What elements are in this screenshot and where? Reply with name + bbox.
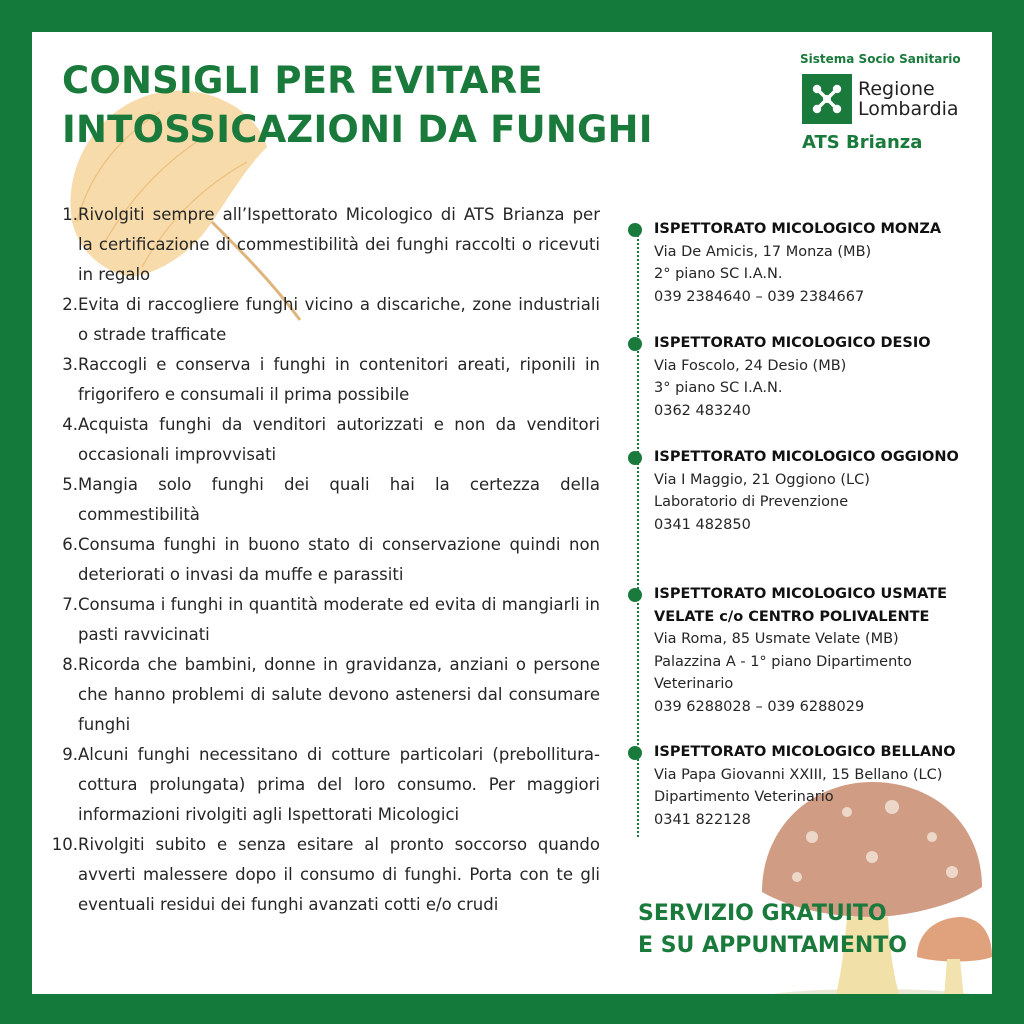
office-detail-line: 039 2384640 – 039 2384667 xyxy=(654,288,865,305)
office-details xyxy=(654,332,968,422)
rosa-camuna-icon xyxy=(802,74,852,124)
tip-text: Raccogli e conserva i funghi in contenitori areati, riponili in frigorifero e consumali il prima possibile xyxy=(78,355,600,404)
tips-list xyxy=(46,200,600,920)
timeline-dot-icon xyxy=(628,588,642,602)
logo-name xyxy=(858,79,959,119)
tip-item xyxy=(46,740,600,830)
office-detail-line: 0362 483240 xyxy=(654,402,751,419)
logo-supertitle: Sistema Socio Sanitario xyxy=(800,52,961,66)
office-detail-line: Palazzina A - 1° piano Dipartimento Veterinario xyxy=(654,653,912,692)
office-detail-line: Via Roma, 85 Usmate Velate (MB) xyxy=(654,631,899,647)
title-line-2: INTOSSICAZIONI DA FUNGHI xyxy=(62,108,653,151)
tip-text: Evita di raccogliere funghi vicino a discariche, zone industriali o strade trafficate xyxy=(78,295,600,344)
office-entry xyxy=(628,741,968,831)
tip-number: 5. xyxy=(62,475,78,494)
tip-number: 9. xyxy=(62,745,78,764)
timeline-dot-icon xyxy=(628,337,642,351)
tip-number: 1. xyxy=(62,205,78,224)
page-title xyxy=(62,56,653,154)
office-entry xyxy=(628,218,968,308)
tip-item xyxy=(46,350,600,410)
office-name: ISPETTORATO MICOLOGICO DESIO xyxy=(654,335,931,351)
tip-text: Consuma funghi in buono stato di conservazione quindi non deteriorati o invasi da muffe e parassiti xyxy=(78,535,600,584)
office-detail-line: 039 6288028 – 039 6288029 xyxy=(654,698,865,715)
office-entry xyxy=(628,332,968,422)
service-note-line-2: E SU APPUNTAMENTO xyxy=(638,933,907,958)
logo-row xyxy=(802,74,982,124)
office-detail-line: Dipartimento Veterinario xyxy=(654,789,834,805)
tip-number: 3. xyxy=(62,355,78,374)
tip-text: Rivolgiti subito e senza esitare al pronto soccorso quando avverti malessere dopo il consumo di funghi. Porta con te gli eventuali residui dei funghi avanzati cotti e/o crudi xyxy=(78,835,600,914)
tip-text: Consuma i funghi in quantità moderate ed evita di mangiarli in pasti ravvicinati xyxy=(78,595,600,644)
office-name: ISPETTORATO MICOLOGICO OGGIONO xyxy=(654,449,959,465)
tip-number: 8. xyxy=(62,655,78,674)
office-details xyxy=(654,446,968,536)
tip-item xyxy=(46,650,600,740)
logo-name-line-1: Regione xyxy=(858,78,935,100)
office-detail-line: Via Papa Giovanni XXIII, 15 Bellano (LC) xyxy=(654,766,943,783)
tip-text: Acquista funghi da venditori autorizzati e non da venditori occasionali improvvisati xyxy=(78,415,600,464)
tip-item xyxy=(46,410,600,470)
office-name: ISPETTORATO MICOLOGICO MONZA xyxy=(654,221,942,237)
timeline-dot-icon xyxy=(628,451,642,465)
regione-lombardia-logo xyxy=(802,52,982,153)
logo-name-line-2: Lombardia xyxy=(858,98,959,120)
office-entry xyxy=(628,446,968,536)
timeline-dot-icon xyxy=(628,223,642,237)
office-detail-line: 3° piano SC I.A.N. xyxy=(654,380,783,396)
tip-text: Ricorda che bambini, donne in gravidanza, anziani o persone che hanno problemi di salute devono astenersi dal consumare funghi xyxy=(78,655,600,734)
tip-text: Rivolgiti sempre all’Ispettorato Micologico di ATS Brianza per la certificazione di commestibilità dei funghi raccolti o ricevuti in regalo xyxy=(78,205,600,284)
tip-number: 10. xyxy=(51,835,78,854)
title-line-1: CONSIGLI PER EVITARE xyxy=(62,59,543,102)
office-detail-line: Via I Maggio, 21 Oggiono (LC) xyxy=(654,471,870,488)
office-details xyxy=(654,741,968,831)
office-detail-line: Via De Amicis, 17 Monza (MB) xyxy=(654,243,872,260)
tip-item xyxy=(46,200,600,290)
tip-item xyxy=(46,290,600,350)
tip-item xyxy=(46,470,600,530)
tip-number: 2. xyxy=(62,295,78,314)
tip-number: 7. xyxy=(62,595,78,614)
service-note xyxy=(638,898,907,962)
tip-number: 4. xyxy=(62,415,78,434)
office-entry xyxy=(628,583,968,718)
office-detail-line: Laboratorio di Prevenzione xyxy=(654,494,849,510)
timeline-dot-icon xyxy=(628,746,642,760)
service-note-line-1: SERVIZIO GRATUITO xyxy=(638,901,887,926)
office-detail-line: 2° piano SC I.A.N. xyxy=(654,266,783,282)
poster-card xyxy=(32,32,992,994)
office-detail-line: Via Foscolo, 24 Desio (MB) xyxy=(654,357,847,374)
tip-text: Mangia solo funghi dei quali hai la certezza della commestibilità xyxy=(78,475,600,524)
tip-text: Alcuni funghi necessitano di cotture particolari (prebollitura-cottura prolungata) prima del loro consumo. Per maggiori informazioni rivolgiti agli Ispettorati Micologici xyxy=(78,745,600,824)
tip-item xyxy=(46,530,600,590)
office-details xyxy=(654,218,968,308)
office-detail-line: 0341 482850 xyxy=(654,516,751,533)
office-detail-line: 0341 822128 xyxy=(654,811,751,828)
tip-item xyxy=(46,830,600,920)
office-details xyxy=(654,583,968,718)
logo-subtitle: ATS Brianza xyxy=(802,132,923,153)
office-name: ISPETTORATO MICOLOGICO USMATE VELATE c/o CENTRO POLIVALENTE xyxy=(654,586,948,625)
tip-number: 6. xyxy=(62,535,78,554)
office-name: ISPETTORATO MICOLOGICO BELLANO xyxy=(654,744,956,760)
tip-item xyxy=(46,590,600,650)
